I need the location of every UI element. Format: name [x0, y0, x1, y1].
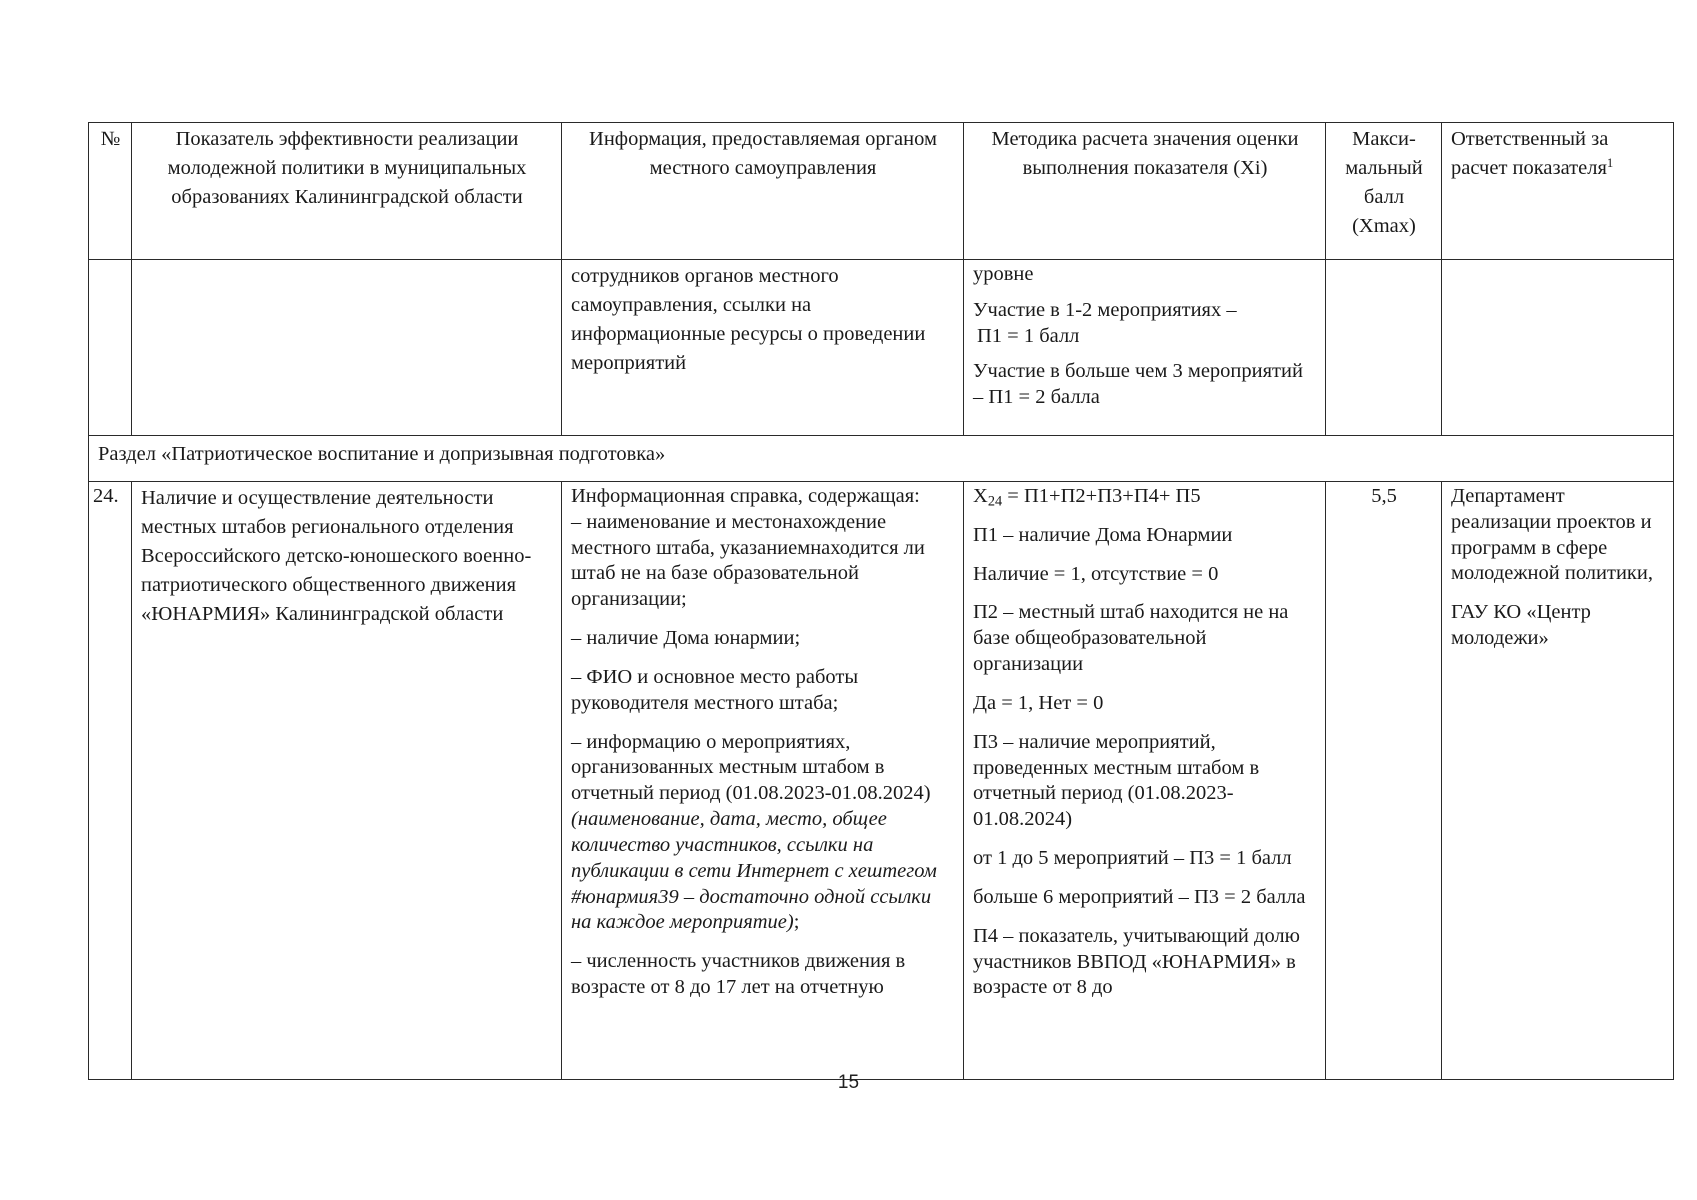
info-item: – численность участников движения в возрасте от 8 до 17 лет на отчетную [571, 950, 906, 999]
info-item: – наименование и местонахождение местного штаба, указаниемнаходится ли штаб не на базе образовательной организации; [571, 510, 925, 611]
method-p1-values: Наличие = 1, отсутствие = 0 [973, 562, 1219, 585]
cell-max-score: 5,5 [1326, 482, 1442, 1080]
method-p2: П2 – местный штаб находится не на базе общеобразовательной организации [973, 601, 1289, 676]
cell-responsible-empty [1442, 260, 1674, 436]
cell-method-continued [964, 260, 1326, 436]
cell-responsible [1442, 482, 1674, 1080]
method-p3: П3 – наличие мероприятий, проведенных местным штабом в отчетный период (01.08.2023-01.08.2024) [973, 730, 1260, 831]
page-number: 15 [837, 1072, 860, 1093]
method-p3-value: от 1 до 5 мероприятий – П3 = 1 балл [973, 847, 1292, 870]
header-indicator: Показатель эффективности реализации молодежной политики в муниципальных образованиях Калининградской области [132, 123, 562, 260]
header-responsible-text: Ответственный за расчет показателя [1451, 128, 1609, 180]
info-item: – ФИО и основное место работы руководителя местного штаба; [571, 665, 859, 714]
cell-number-empty [89, 260, 132, 436]
table-row-24 [89, 482, 1674, 1080]
method-p4: П4 – показатель, учитывающий долю участников ВВПОД «ЮНАРМИЯ» в возрасте от 8 до [973, 924, 1300, 999]
cell-info [562, 482, 964, 1080]
footnote-marker: 1 [1606, 156, 1614, 171]
cell-indicator: Наличие и осуществление деятельности местных штабов регионального отделения Всероссийского детско-юношеского военно-патриотического общественного движения «ЮНАРМИЯ» Калининградской области [132, 482, 562, 1080]
method-line: Участие в 1-2 мероприятиях – [973, 298, 1237, 321]
cell-indicator-empty [132, 260, 562, 436]
section-title: Раздел «Патриотическое воспитание и допризывная подготовка» [89, 436, 1674, 482]
section-row [89, 436, 1674, 482]
header-number: № [89, 123, 132, 260]
method-line: П1 = 1 балл [977, 324, 1080, 347]
info-item-text: – информацию о мероприятиях, организованных местным штабом в отчетный период (01.08.2023-01.08.2024) [571, 730, 931, 805]
method-p3-value: больше 6 мероприятий – П3 = 2 балла [973, 885, 1306, 908]
formula-rest: = П1+П2+П3+П4+ П5 [1002, 485, 1201, 507]
info-item [571, 730, 955, 937]
table-row-continued [89, 260, 1674, 436]
cell-number: 24. [89, 482, 132, 1080]
header-method: Методика расчета значения оценки выполнения показателя (Xi) [964, 123, 1326, 260]
cell-info-continued: сотрудников органов местного самоуправления, ссылки на информационные ресурсы о проведении мероприятий [562, 260, 964, 436]
info-intro: Информационная справка, содержащая: [571, 485, 920, 507]
method-line: уровне [973, 263, 1034, 285]
info-item-italic: (наименование, дата, место, общее количество участников, ссылки на публикации в сети Интернет с хештегом #юнармия39 – достаточно одной ссылки на каждое мероприятие) [571, 808, 937, 934]
cell-max-empty [1326, 260, 1442, 436]
header-responsible [1442, 123, 1674, 260]
formula-prefix: X [973, 485, 988, 507]
method-formula [973, 484, 1317, 510]
responsible-center: ГАУ КО «Центр молодежи» [1451, 601, 1591, 650]
info-item-tail: ; [793, 911, 800, 934]
method-p1: П1 – наличие Дома Юнармии [973, 523, 1233, 546]
table-header-row [89, 123, 1674, 260]
header-info: Информация, предоставляемая органом местного самоуправления [562, 123, 964, 260]
method-line: Участие в больше чем 3 мероприятий – П1 = 2 балла [973, 360, 1303, 409]
cell-method [964, 482, 1326, 1080]
formula-subscript: 24 [987, 493, 1003, 510]
method-p2-values: Да = 1, Нет = 0 [973, 691, 1104, 714]
info-item: – наличие Дома юнармии; [571, 627, 801, 650]
criteria-table [88, 122, 1674, 1080]
responsible-department: Департамент реализации проектов и программ в сфере молодежной политики, [1451, 485, 1653, 585]
header-max-score: Макси-мальный балл (Xmax) [1326, 123, 1442, 260]
